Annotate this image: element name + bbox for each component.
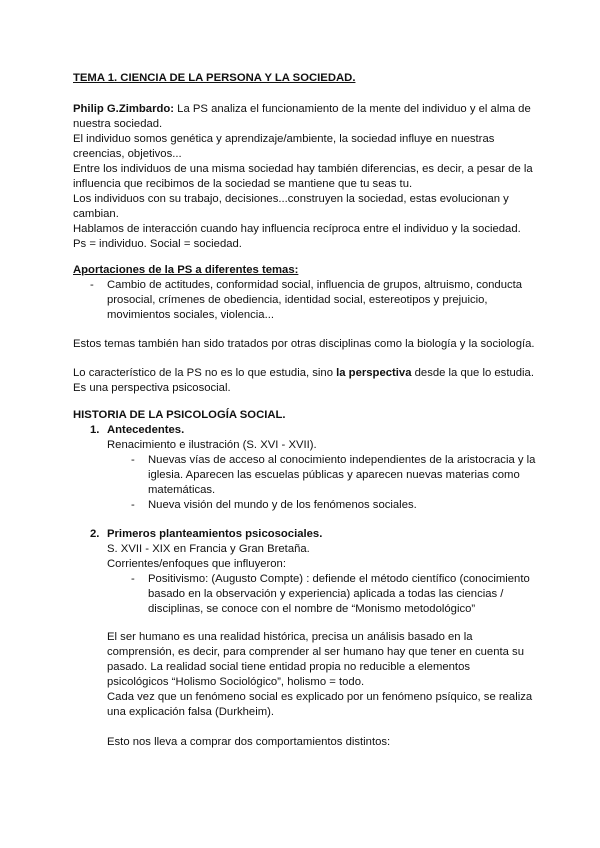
intro-line-10: Ps = individuo. Social = sociedad. bbox=[73, 238, 242, 250]
section-1-bullet-2: Nueva visión del mundo y de los fenómenos sociales. bbox=[148, 499, 417, 511]
section-2-subtitle-2: Corrientes/enfoques que influyeron: bbox=[107, 558, 286, 570]
section-2-paragraph-2: Esto nos lleva a comprar dos comportamientos distintos: bbox=[107, 736, 391, 748]
bullet-dash: - bbox=[90, 279, 94, 291]
section-2-paragraph-line-1: El ser humano es una realidad histórica, precisa un análisis basado en la bbox=[107, 631, 473, 643]
intro-line-1 bbox=[73, 102, 531, 117]
section-2-paragraph-line-2: comprensión, es decir, para comprender al ser humano hay que tener en cuenta su bbox=[107, 646, 524, 658]
bullet-dash: - bbox=[131, 499, 135, 511]
document-title: TEMA 1. CIENCIA DE LA PERSONA Y LA SOCIEDAD. bbox=[73, 72, 356, 84]
historia-heading: HISTORIA DE LA PSICOLOGÍA SOCIAL. bbox=[73, 409, 286, 421]
section-2-paragraph-line-3: pasado. La realidad social tiene entidad propia no reducible a elementos bbox=[107, 661, 471, 673]
intro-line-5: Entre los individuos de una misma sociedad hay también diferencias, es decir, a pesar de la bbox=[73, 163, 533, 175]
section-1-bullet-1-line-2: iglesia. Aparecen las escuelas públicas y aparecen nuevas materias como bbox=[148, 469, 520, 481]
perspectiva-pre: Lo característico de la PS no es lo que estudia, sino bbox=[73, 367, 337, 379]
section-1-bullet-1-line-3: matemáticas. bbox=[148, 484, 216, 496]
intro-line-9: Hablamos de interacción cuando hay influencia recíproca entre el individuo y la sociedad. bbox=[73, 223, 521, 235]
perspectiva-bold: la perspectiva bbox=[336, 367, 412, 379]
aportaciones-item-line-1: Cambio de actitudes, conformidad social, influencia de grupos, altruismo, conducta bbox=[107, 279, 523, 291]
section-1-bullet-1-line-1: Nuevas vías de acceso al conocimiento independientes de la aristocracia y la bbox=[148, 454, 536, 466]
section-1-subtitle: Renacimiento e ilustración (S. XVI - XVII). bbox=[107, 439, 317, 451]
intro-line-4: creencias, objetivos... bbox=[73, 148, 182, 160]
paragraph-perspectiva-line-2: Es una perspectiva psicosocial. bbox=[73, 382, 231, 394]
aportaciones-item-line-3: movimientos sociales, violencia... bbox=[107, 309, 275, 321]
aportaciones-item-line-2: prosocial, crímenes de obediencia, identidad social, estereotipos y prejuicio, bbox=[107, 294, 488, 306]
section-2-paragraph-line-4: psicológicos “Holismo Sociológico”, holismo = todo. bbox=[107, 676, 365, 688]
perspectiva-post: desde la que lo estudia. bbox=[411, 367, 534, 379]
section-2-bullet-1-line-1: Positivismo: (Augusto Compte) : defiende el método científico (conocimiento bbox=[148, 573, 530, 585]
bullet-dash: - bbox=[131, 454, 135, 466]
section-1-title: Antecedentes. bbox=[107, 424, 185, 436]
section-2-number: 2. bbox=[90, 528, 100, 540]
paragraph-otros: Estos temas también han sido tratados por otras disciplinas como la biología y la sociología. bbox=[73, 338, 535, 350]
intro-line-7: Los individuos con su trabajo, decisiones...construyen la sociedad, estas evolucionan y bbox=[73, 193, 509, 205]
intro-line-3: El individuo somos genética y aprendizaje/ambiente, la sociedad influye en nuestras bbox=[73, 133, 495, 145]
bullet-dash: - bbox=[131, 573, 135, 585]
intro-line-6: influencia que recibimos de la sociedad se mantiene que tu seas tu. bbox=[73, 178, 413, 190]
aportaciones-heading: Aportaciones de la PS a diferentes temas: bbox=[73, 264, 299, 276]
section-2-paragraph-line-5: Cada vez que un fenómeno social es explicado por un fenómeno psíquico, se realiza bbox=[107, 691, 533, 703]
intro-line-1-text: La PS analiza el funcionamiento de la mente del individuo y el alma de bbox=[174, 103, 531, 115]
section-1-number: 1. bbox=[90, 424, 100, 436]
intro-line-2: nuestra sociedad. bbox=[73, 118, 163, 130]
section-2-subtitle-1: S. XVII - XIX en Francia y Gran Bretaña. bbox=[107, 543, 310, 555]
author-label: Philip G.Zimbardo: bbox=[73, 103, 175, 115]
section-2-bullet-1-line-2: basado en la observación y experiencia) aplicada a todas las ciencias / bbox=[148, 588, 504, 600]
paragraph-perspectiva-line-1 bbox=[73, 366, 534, 381]
section-2-paragraph-line-6: una explicación falsa (Durkheim). bbox=[107, 706, 275, 718]
intro-line-8: cambian. bbox=[73, 208, 119, 220]
section-2-title: Primeros planteamientos psicosociales. bbox=[107, 528, 323, 540]
section-2-bullet-1-line-3: disciplinas, se conoce con el nombre de “Monismo metodológico” bbox=[148, 603, 476, 615]
